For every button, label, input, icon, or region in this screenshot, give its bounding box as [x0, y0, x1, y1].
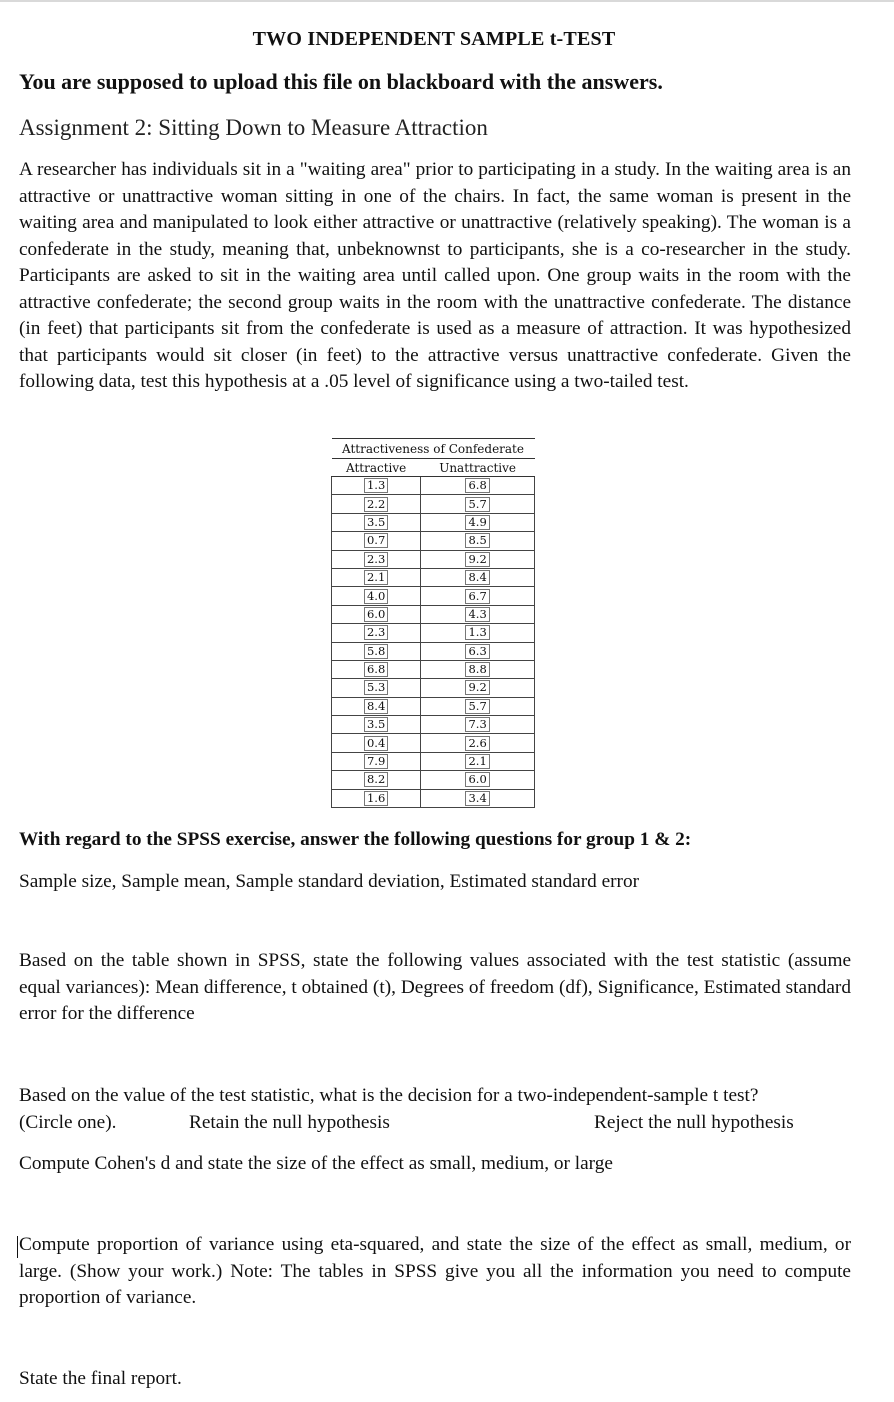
- cell-value: 2.3: [364, 625, 388, 640]
- cell-value: 8.5: [465, 533, 489, 548]
- cell-unattractive: [421, 771, 535, 789]
- cell-unattractive: [421, 550, 535, 568]
- cell-value: 2.6: [465, 736, 489, 751]
- cell-value: 2.3: [364, 552, 388, 567]
- cell-attractive: [332, 752, 421, 770]
- eta-squared-question: Compute proportion of variance using eta-squared, and state the size of the effect as small, medium, or large. (Show your work.) Note: The tables in SPSS give you all the information you need to compute proportion of variance.: [19, 1234, 851, 1308]
- table-group-header-row: [332, 439, 535, 459]
- table-row: [332, 660, 535, 678]
- cell-value: 6.3: [465, 644, 489, 659]
- table-row: [332, 716, 535, 734]
- cell-unattractive: [421, 660, 535, 678]
- cell-value: 4.3: [465, 607, 489, 622]
- cell-unattractive: [421, 642, 535, 660]
- cell-unattractive: [421, 697, 535, 715]
- group-statistics-question: Sample size, Sample mean, Sample standard deviation, Estimated standard error: [19, 871, 640, 892]
- table-column-header-row: [332, 459, 535, 477]
- cell-unattractive: [421, 679, 535, 697]
- cell-unattractive: [421, 789, 535, 807]
- table-row: [332, 642, 535, 660]
- table-row: [332, 532, 535, 550]
- cell-unattractive: [421, 752, 535, 770]
- data-table: [331, 438, 535, 808]
- cell-value: 9.2: [465, 552, 489, 567]
- column-header-unattractive: Unattractive: [421, 459, 535, 477]
- table-row: [332, 679, 535, 697]
- column-header-attractive: Attractive: [332, 459, 421, 477]
- cell-value: 4.9: [465, 515, 489, 530]
- cell-unattractive: [421, 532, 535, 550]
- cell-value: 3.4: [465, 791, 489, 806]
- final-report-prompt: State the final report.: [19, 1368, 182, 1389]
- cell-attractive: [332, 532, 421, 550]
- cell-attractive: [332, 660, 421, 678]
- cell-attractive: [332, 568, 421, 586]
- table-row: [332, 495, 535, 513]
- cell-value: 2.1: [465, 754, 489, 769]
- reject-null-option[interactable]: Reject the null hypothesis: [594, 1111, 794, 1133]
- table-row: [332, 587, 535, 605]
- cell-value: 5.3: [364, 680, 388, 695]
- cell-value: 5.8: [364, 644, 388, 659]
- cell-unattractive: [421, 513, 535, 531]
- cell-value: 9.2: [465, 680, 489, 695]
- cell-value: 2.2: [364, 497, 388, 512]
- page-title: TWO INDEPENDENT SAMPLE t-TEST: [252, 28, 616, 50]
- upload-instruction: You are supposed to upload this file on blackboard with the answers.: [19, 69, 663, 94]
- cell-attractive: [332, 550, 421, 568]
- cell-attractive: [332, 771, 421, 789]
- cell-value: 6.8: [465, 478, 489, 493]
- table-row: [332, 550, 535, 568]
- cell-value: 8.2: [364, 772, 388, 787]
- cell-value: 6.0: [465, 772, 489, 787]
- cell-value: 6.8: [364, 662, 388, 677]
- cell-attractive: [332, 513, 421, 531]
- circle-one-label: (Circle one).: [19, 1111, 117, 1133]
- cell-attractive: [332, 624, 421, 642]
- table-row: [332, 697, 535, 715]
- cell-unattractive: [421, 716, 535, 734]
- cell-unattractive: [421, 605, 535, 623]
- cell-attractive: [332, 789, 421, 807]
- table-body: [332, 477, 535, 808]
- cell-attractive: [332, 679, 421, 697]
- table-row: [332, 734, 535, 752]
- cell-value: 3.5: [364, 717, 388, 732]
- cell-unattractive: [421, 495, 535, 513]
- cell-unattractive: [421, 624, 535, 642]
- cell-value: 0.7: [364, 533, 388, 548]
- cell-unattractive: [421, 734, 535, 752]
- cell-value: 2.1: [364, 570, 388, 585]
- cell-attractive: [332, 642, 421, 660]
- table-row: [332, 568, 535, 586]
- cell-value: 6.0: [364, 607, 388, 622]
- table-group-header: Attractiveness of Confederate: [332, 439, 535, 459]
- cell-attractive: [332, 734, 421, 752]
- text-cursor: [17, 1236, 18, 1258]
- cell-attractive: [332, 716, 421, 734]
- cell-attractive: [332, 495, 421, 513]
- table-row: [332, 513, 535, 531]
- cell-attractive: [332, 697, 421, 715]
- cell-unattractive: [421, 477, 535, 495]
- cell-value: 8.4: [465, 570, 489, 585]
- table-row: [332, 477, 535, 495]
- cell-value: 8.8: [465, 662, 489, 677]
- table-row: [332, 771, 535, 789]
- cell-value: 3.5: [364, 515, 388, 530]
- page-top-border: [0, 0, 894, 2]
- cell-value: 0.4: [364, 736, 388, 751]
- table-row: [332, 624, 535, 642]
- cell-unattractive: [421, 568, 535, 586]
- table-row: [332, 752, 535, 770]
- assignment-title: Assignment 2: Sitting Down to Measure Attraction: [19, 115, 488, 140]
- cell-value: 1.3: [364, 478, 388, 493]
- cell-value: 5.7: [465, 497, 489, 512]
- cell-value: 8.4: [364, 699, 388, 714]
- cell-value: 7.9: [364, 754, 388, 769]
- decision-options: [19, 1110, 851, 1137]
- cell-value: 1.6: [364, 791, 388, 806]
- cell-value: 1.3: [465, 625, 489, 640]
- problem-description: A researcher has individuals sit in a "waiting area" prior to participating in a study. In the waiting area is an attractive or unattractive woman sitting in one of the chairs. In fact, the same woman is present in the waiting area and manipulated to look either attractive or unattractive (relatively speaking). The woman is a confederate in the study, meaning that, unbeknownst to participants, she is a co-researcher in the study. Participants are asked to sit in the waiting area until called upon. One group waits in the room with the attractive confederate; the second group waits in the room with the unattractive confederate. The distance (in feet) that participants sit from the confederate is used as a measure of attraction. It was hypothesized that participants would sit closer (in feet) to the attractive versus unattractive confederate. Given the following data, test this hypothesis at a .05 level of significance using a two-tailed test.: [19, 159, 851, 392]
- cell-value: 5.7: [465, 699, 489, 714]
- table-row: [332, 605, 535, 623]
- retain-null-option[interactable]: Retain the null hypothesis: [189, 1111, 390, 1133]
- cell-attractive: [332, 587, 421, 605]
- cell-value: 7.3: [465, 717, 489, 732]
- cell-value: 4.0: [364, 589, 388, 604]
- decision-question: [19, 1083, 851, 1136]
- cell-attractive: [332, 477, 421, 495]
- spss-questions-heading: With regard to the SPSS exercise, answer the following questions for group 1 & 2:: [19, 829, 692, 850]
- cell-unattractive: [421, 587, 535, 605]
- cohens-d-question: Compute Cohen's d and state the size of the effect as small, medium, or large: [19, 1153, 613, 1174]
- decision-prompt: Based on the value of the test statistic, what is the decision for a two-independent-sample t test?: [19, 1085, 759, 1106]
- test-statistic-question: Based on the table shown in SPSS, state the following values associated with the test statistic (assume equal variances): Mean difference, t obtained (t), Degrees of freedom (df), Significance, Estimated standard error for the difference: [19, 950, 851, 1024]
- table-row: [332, 789, 535, 807]
- cell-attractive: [332, 605, 421, 623]
- cell-value: 6.7: [465, 589, 489, 604]
